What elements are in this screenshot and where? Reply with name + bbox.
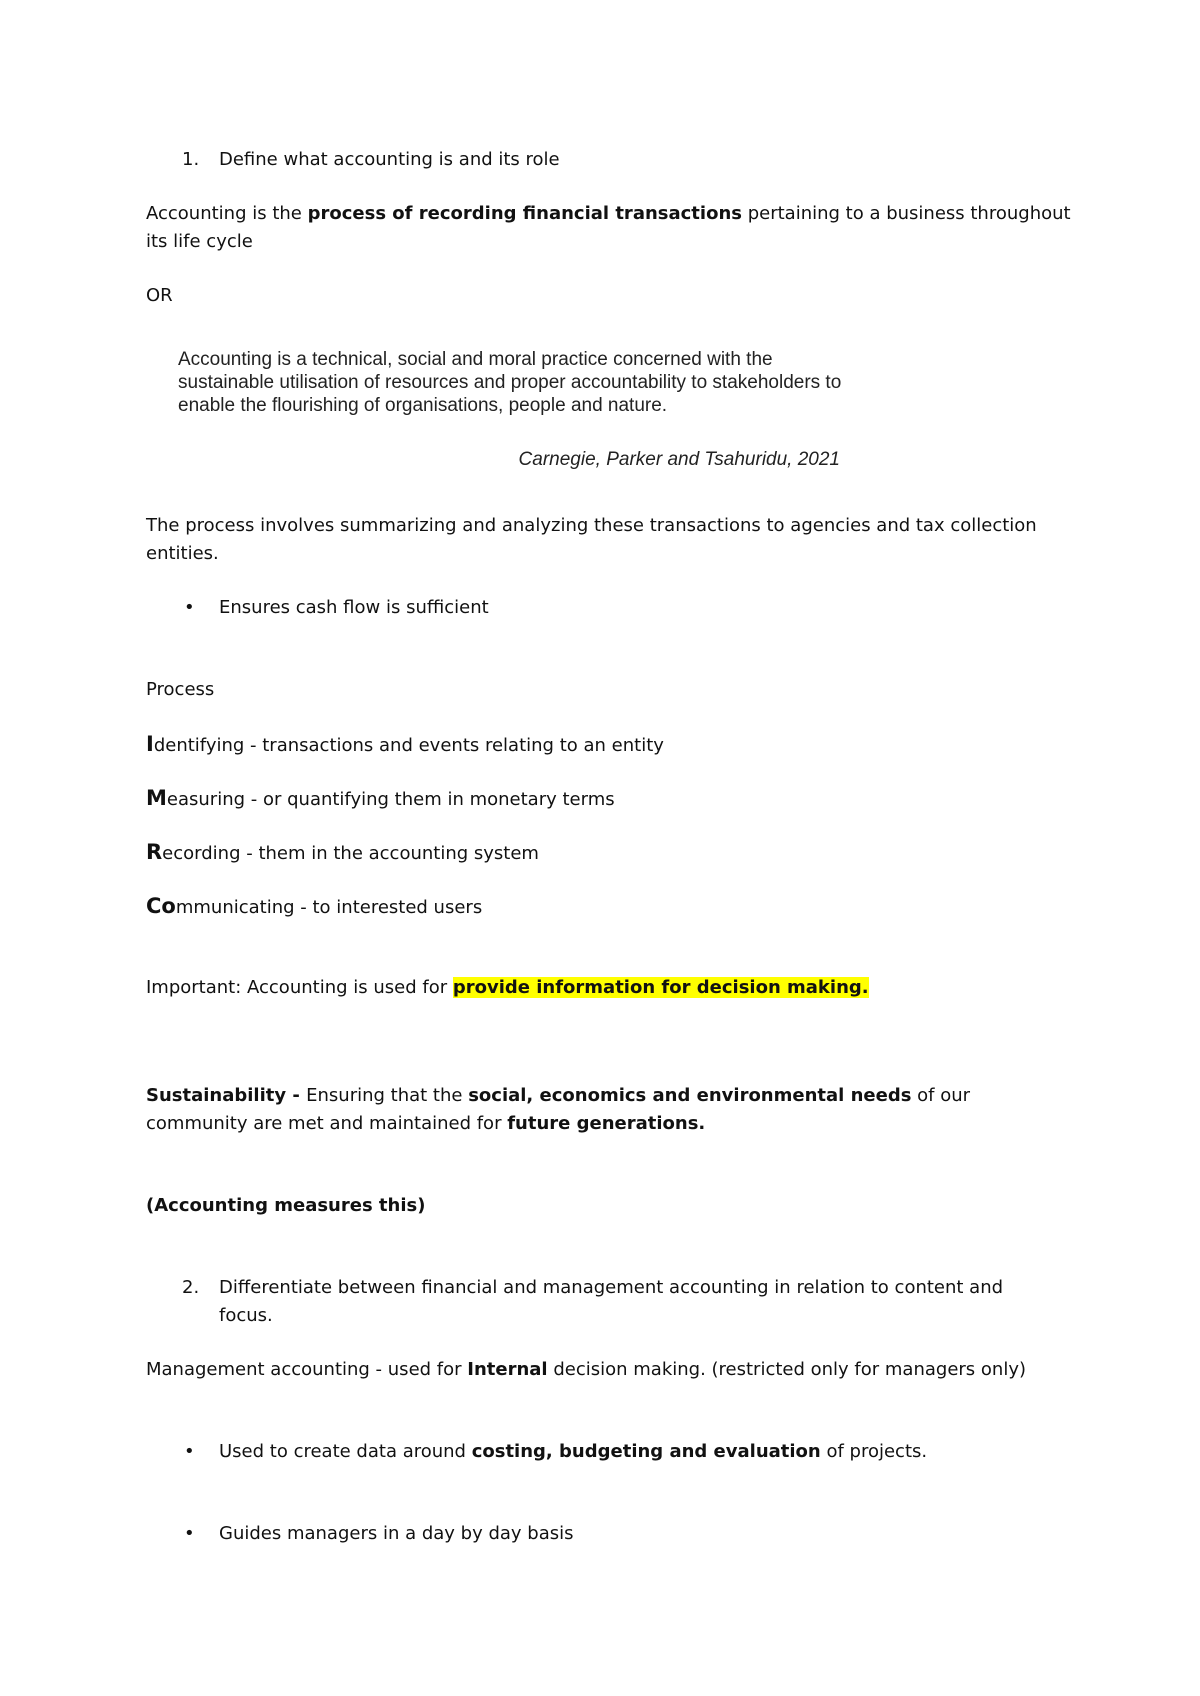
bullet-costing-bold: costing, budgeting and evaluation [471,1441,821,1462]
step-text: dentifying - transactions and events relating to an entity [153,735,664,756]
sustainability-bold-end: future generations. [507,1113,706,1134]
bullet-guides: Guides managers in a day by day basis [219,1523,574,1544]
bullet-costing-text: Used to create data around [219,1441,472,1462]
or-label: OR [146,285,173,306]
management-text-end: decision making. (restricted only for managers only) [547,1359,1026,1380]
management-accounting [146,1356,1076,1384]
process-step [146,730,1076,760]
definition-paragraph [146,200,1076,256]
bullet-icon: • [184,1441,195,1462]
sustainability-paragraph [146,1082,1076,1138]
definition-text: Accounting is the [146,203,308,224]
bullet-costing-text-end: of projects. [820,1441,928,1462]
bullet-icon: • [184,597,195,618]
step-initial: R [146,840,163,864]
question-2: Differentiate between financial and management accounting in relation to content and focus. [219,1277,1004,1326]
sustainability-bold: social, economics and environmental needs [468,1085,912,1106]
process-summary: The process involves summarizing and analyzing these transactions to agencies and tax collection entities. [146,515,1037,564]
process-heading: Process [146,679,215,700]
sustainability-text: Ensuring that the [306,1085,469,1106]
management-text: Management accounting - used for [146,1359,468,1380]
definition-text-end: pertaining to a business throughout its life cycle [146,203,1071,252]
bullet-costing [219,1438,1039,1466]
process-step [146,838,1076,868]
step-initial: M [146,786,167,810]
accounting-measures [146,1192,1076,1220]
step-text: mmunicating - to interested users [175,897,483,918]
step-initial: I [146,732,154,756]
question-1: Define what accounting is and its role [219,149,560,170]
process-step [146,784,1076,814]
quote-citation: Carnegie, Parker and Tsahuridu, 2021 [518,449,840,470]
step-text: ecording - them in the accounting system [162,843,539,864]
process-step [146,892,1076,922]
accounting-measures-text: (Accounting measures this) [146,1195,426,1216]
management-bold: Internal [467,1359,548,1380]
sustainability-text-mid: of our community are met and maintained for [146,1085,971,1134]
step-initial: Co [146,894,176,918]
sustainability-term: Sustainability - [146,1085,307,1106]
bullet-icon: • [184,1523,195,1544]
bullet-cash-flow: Ensures cash flow is sufficient [219,597,489,618]
list-number: 2. [182,1277,200,1298]
highlighted-text: provide information for decision making. [452,977,869,998]
important-note [146,974,1076,1002]
step-text: easuring - or quantifying them in monetary terms [166,789,615,810]
definition-bold: process of recording financial transactions [307,203,742,224]
quote-definition: Accounting is a technical, social and moral practice concerned with the sustainable utilisation of resources and proper accountability to stakeholders to enable the flourishing of organisations, people and nature. [178,349,842,416]
list-number: 1. [182,149,200,170]
important-text: Important: Accounting is used for [146,977,453,998]
